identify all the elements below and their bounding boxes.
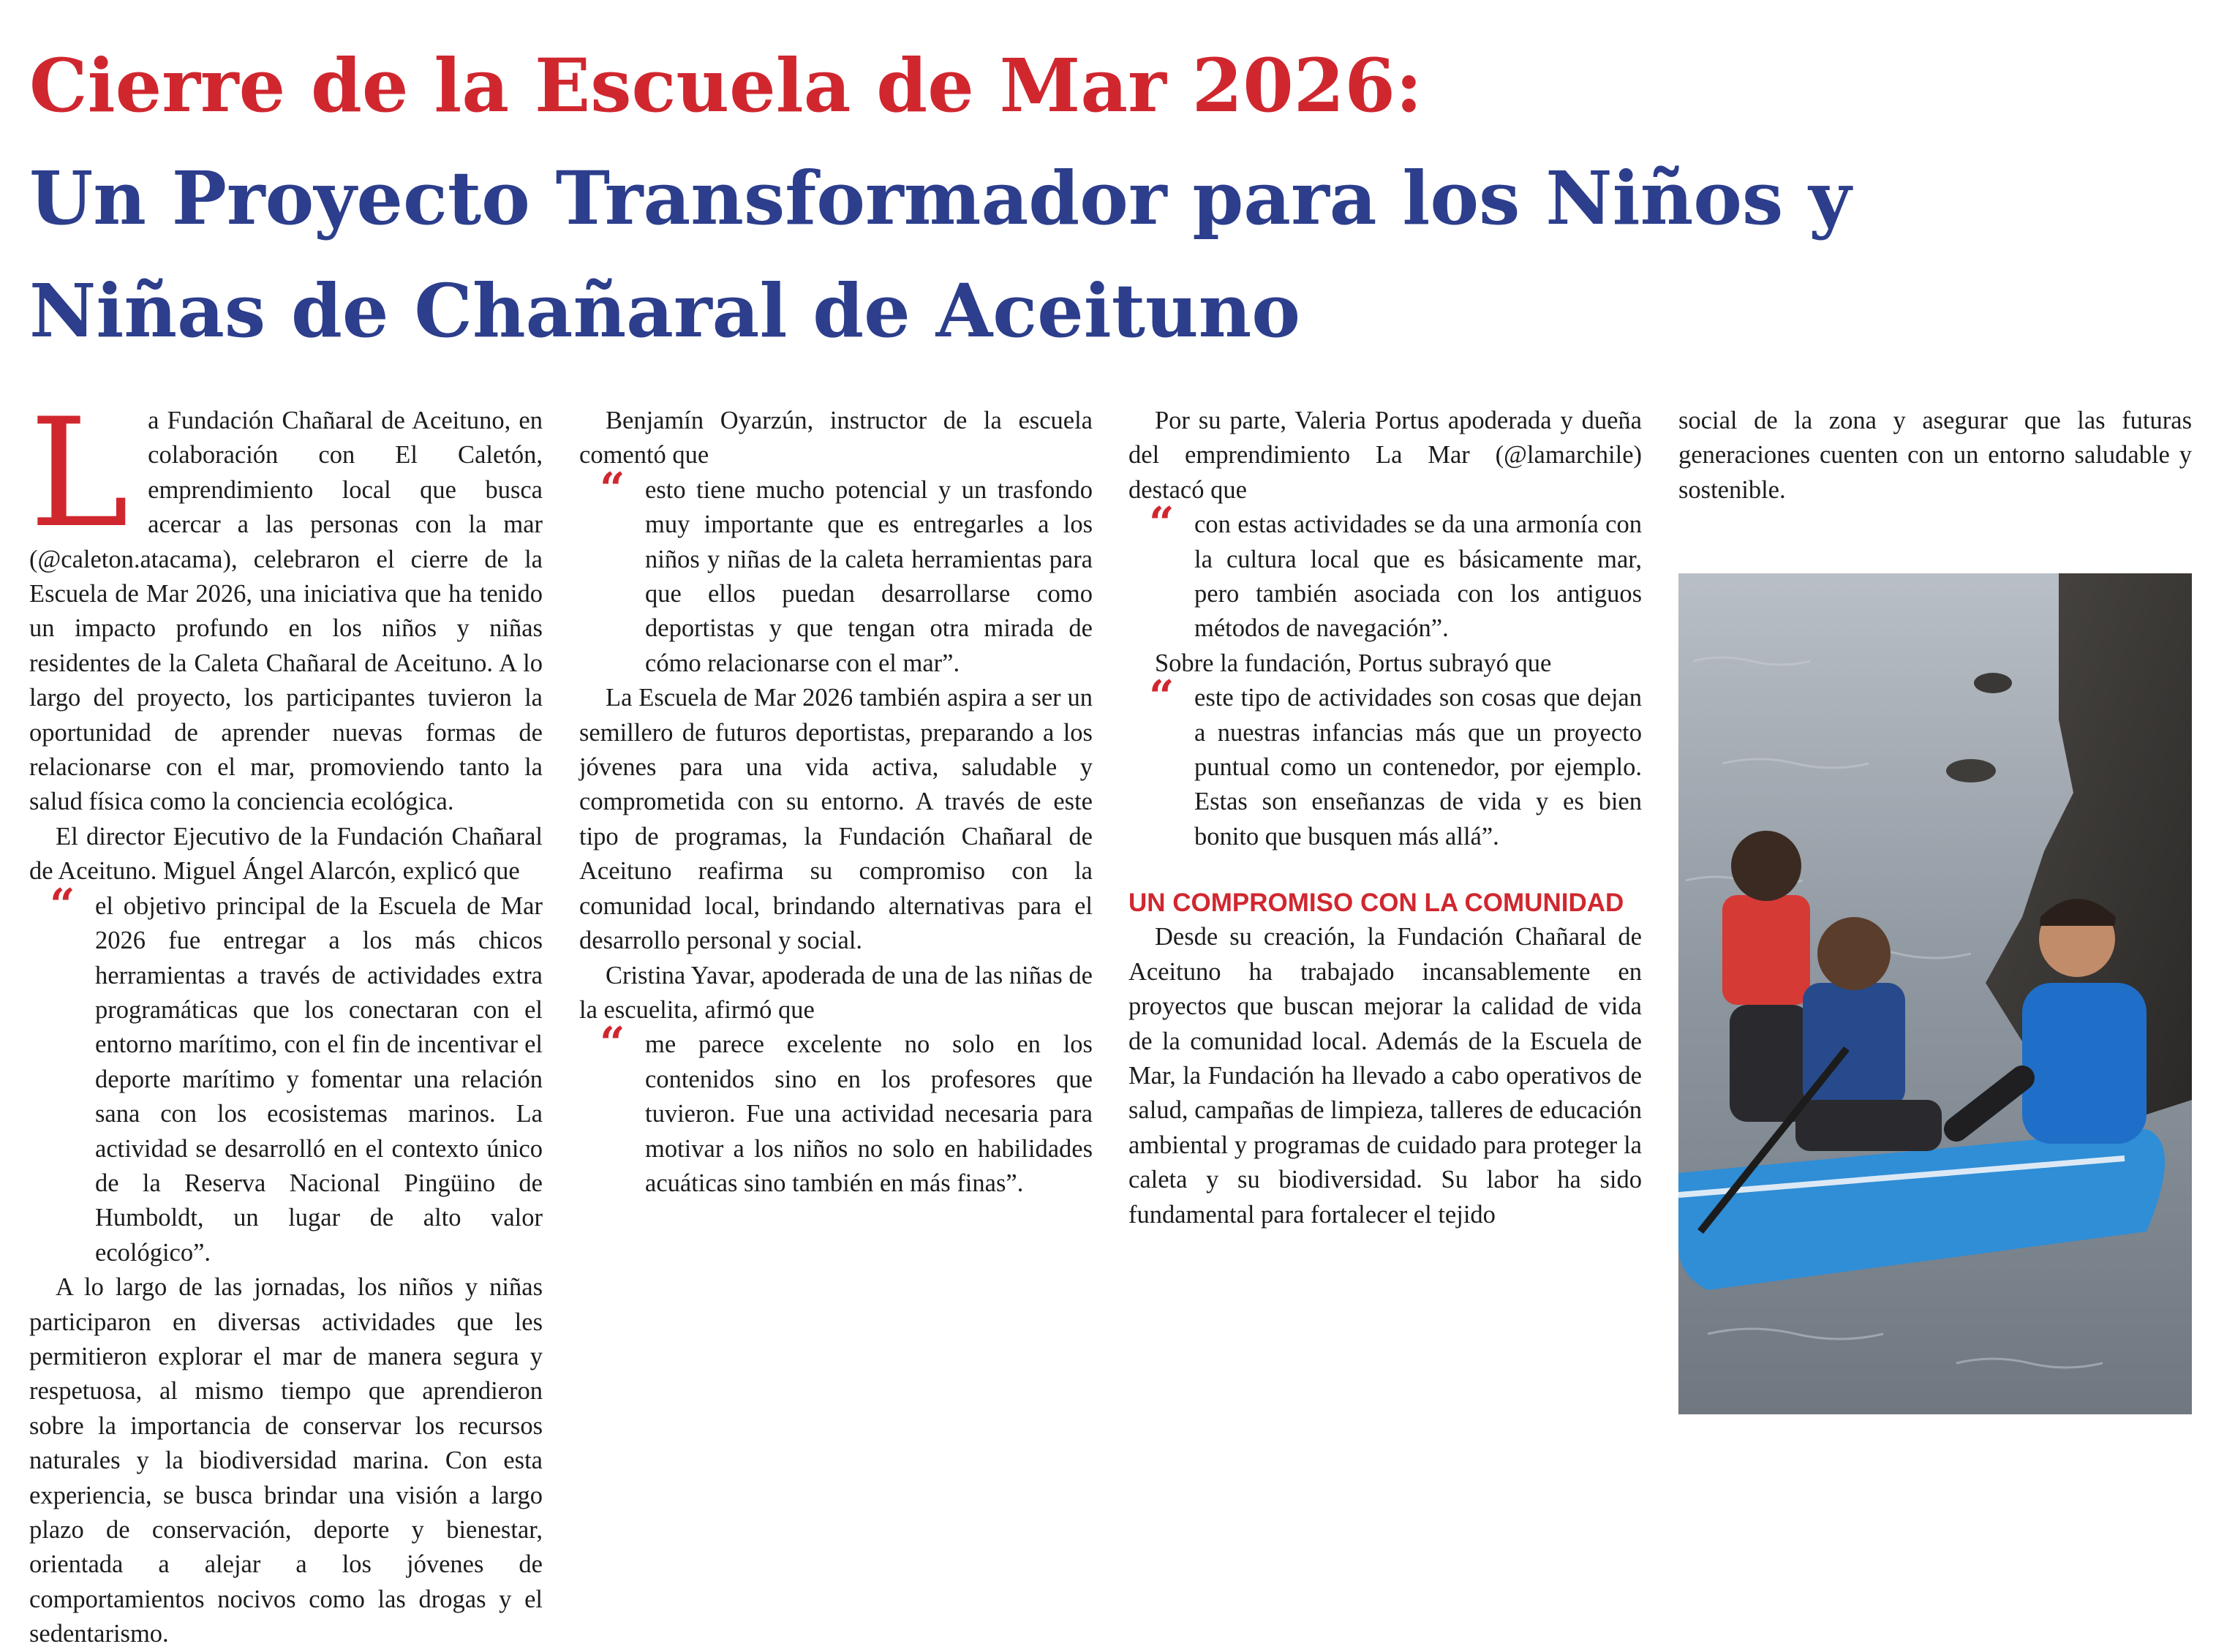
article-paragraph: Por su parte, Valeria Portus apoderada y dueña del emprendimiento La Mar (@lamarchile) destacó que bbox=[1128, 407, 1642, 504]
child-1-head bbox=[1731, 831, 1801, 901]
quote-text: con estas actividades se da una armonía con la cultura local que es básicamente mar, pero también asociada con los antiguos métodos de navegación”. bbox=[1194, 510, 1642, 643]
article-paragraph: El director Ejecutivo de la Fundación Chañaral de Aceituno. Miguel Ángel Alarcón, explicó que bbox=[29, 822, 543, 886]
section-subheading: UN COMPROMISO CON LA COMUNIDAD bbox=[1128, 889, 1624, 918]
article-photo bbox=[1678, 573, 2192, 1414]
article-paragraph: Desde su creación, la Fundación Chañaral de Aceituno ha trabajado incansablemente en proyectos que buscan mejorar la calidad de vida de la comunidad local. Además de la Escuela de Mar, la Fundación ha llevado a cabo operativos de salud, campañas de limpieza, talleres de educación ambiental y programas de cuidado para proteger la caleta y su biodiversidad. Su labor ha sido fundamental para fortalecer el tejido bbox=[1128, 923, 1642, 1229]
quote-block bbox=[29, 879, 543, 1270]
article-paragraph: A lo largo de las jornadas, los niños y niñas participaron en diversas actividades que les permitieron explorar el mar de manera segura y respetuosa, al mismo tiempo que aprendieron sobre la importancia de conservar los recursos naturales y la biodiversidad marina. Con esta experiencia, se busca brindar una visión a largo plazo de conservación, deporte y bienestar, orientada a alejar a los jóvenes de comportamientos nocivos como las drogas y el sedentarismo. bbox=[29, 1273, 543, 1648]
quote-block bbox=[579, 463, 1093, 681]
headline-line-2: Un Proyecto Transformador para los Niños y bbox=[29, 155, 1852, 241]
drop-cap: L bbox=[29, 387, 129, 561]
quote-text: esto tiene mucho potencial y un trasfondo muy importante que es entregarles a los niños y niñas de la caleta herramientas para que ellos puedan desarrollarse como deportistas y que tengan otra mirada de cómo relacionarse con el mar”. bbox=[645, 475, 1093, 677]
article-paragraph: Sobre la fundación, Portus subrayó que bbox=[1155, 649, 1552, 677]
quote-block bbox=[1128, 498, 1642, 646]
headline-line-3: Niñas de Chañaral de Aceituno bbox=[29, 268, 1300, 354]
article-column-2 bbox=[579, 404, 1093, 1201]
article-paragraph: La Escuela de Mar 2026 también aspira a ser un semillero de futuros deportistas, preparando a los jóvenes para una vida activa, saludable y comprometida con su entorno. A través de este tipo de programas, la Fundación Chañaral de Aceituno reafirma su compromiso con la comunidad local, brindando alternativas para el desarrollo personal y social. bbox=[579, 684, 1093, 955]
article-paragraph: Benjamín Oyarzún, instructor de la escuela comentó que bbox=[579, 407, 1093, 469]
quote-mark-icon: “ bbox=[1149, 498, 1175, 550]
article-paragraph: social de la zona y asegurar que las futuras generaciones cuenten con un entorno saludable y sostenible. bbox=[1678, 407, 2192, 504]
article-column-4 bbox=[1678, 404, 2192, 508]
quote-mark-icon: “ bbox=[600, 1018, 625, 1070]
headline bbox=[29, 29, 2194, 367]
article-paragraph: Cristina Yavar, apoderada de una de las niñas de la escuelita, afirmó que bbox=[579, 961, 1093, 1024]
quote-mark-icon: “ bbox=[50, 879, 75, 931]
quote-mark-icon: “ bbox=[600, 463, 625, 515]
small-rock bbox=[1974, 673, 2012, 693]
instructor-shirt bbox=[2022, 983, 2147, 1144]
quote-text: este tipo de actividades son cosas que dejan a nuestras infancias más que un proyecto puntual como un contenedor, por ejemplo. Estas son enseñanzas de vida y es bien bonito que busquen más allá”. bbox=[1194, 684, 1642, 850]
child-2-head bbox=[1817, 917, 1891, 990]
life-vest-child-1 bbox=[1722, 895, 1810, 1005]
quote-text: me parece excelente no solo en los contenidos sino en los profesores que tuvieron. Fue una actividad necesaria para motivar a los niños no solo en habilidades acuáticas sino también en más finas”. bbox=[645, 1030, 1093, 1197]
article-column-1 bbox=[29, 387, 543, 1652]
paragraph-text: a Fundación Chañaral de Aceituno, en colaboración con El Caletón, emprendimiento local que busca acercar a las personas con la mar (@caleton.atacama), celebraron el cierre de la Escuela de Mar 2026, una iniciativa que ha tenido un impacto profundo en los niños y niñas residentes de la Caleta Chañaral de Aceituno. A lo largo del proyecto, los participantes tuvieron la oportunidad de aprender nuevas formas de relacionarse con el mar, promoviendo tanto la salud física como la conciencia ecológica. bbox=[29, 407, 543, 816]
quote-text: el objetivo principal de la Escuela de Mar 2026 fue entregar a los más chicos herramientas a través de actividades extra programáticas que los conectaran con el entorno marítimo, con el fin de incentivar el deporte marítimo y fomentar una relación sana con los ecosistemas marinos. La actividad se desarrolló en el contexto único de la Reserva Nacional Pingüino de Humboldt, un lugar de alto valor ecológico”. bbox=[95, 891, 543, 1267]
quote-block bbox=[579, 1018, 1093, 1201]
quote-mark-icon: “ bbox=[1149, 671, 1175, 723]
headline-line-1: Cierre de la Escuela de Mar 2026: bbox=[29, 42, 1422, 129]
quote-block bbox=[1128, 671, 1642, 854]
paddleboard-photo-illustration bbox=[1678, 573, 2192, 1414]
article-column-3 bbox=[1128, 404, 1642, 1232]
child-2-legs bbox=[1795, 1100, 1942, 1151]
small-rock bbox=[1946, 759, 1996, 782]
article-paragraph bbox=[29, 387, 543, 820]
